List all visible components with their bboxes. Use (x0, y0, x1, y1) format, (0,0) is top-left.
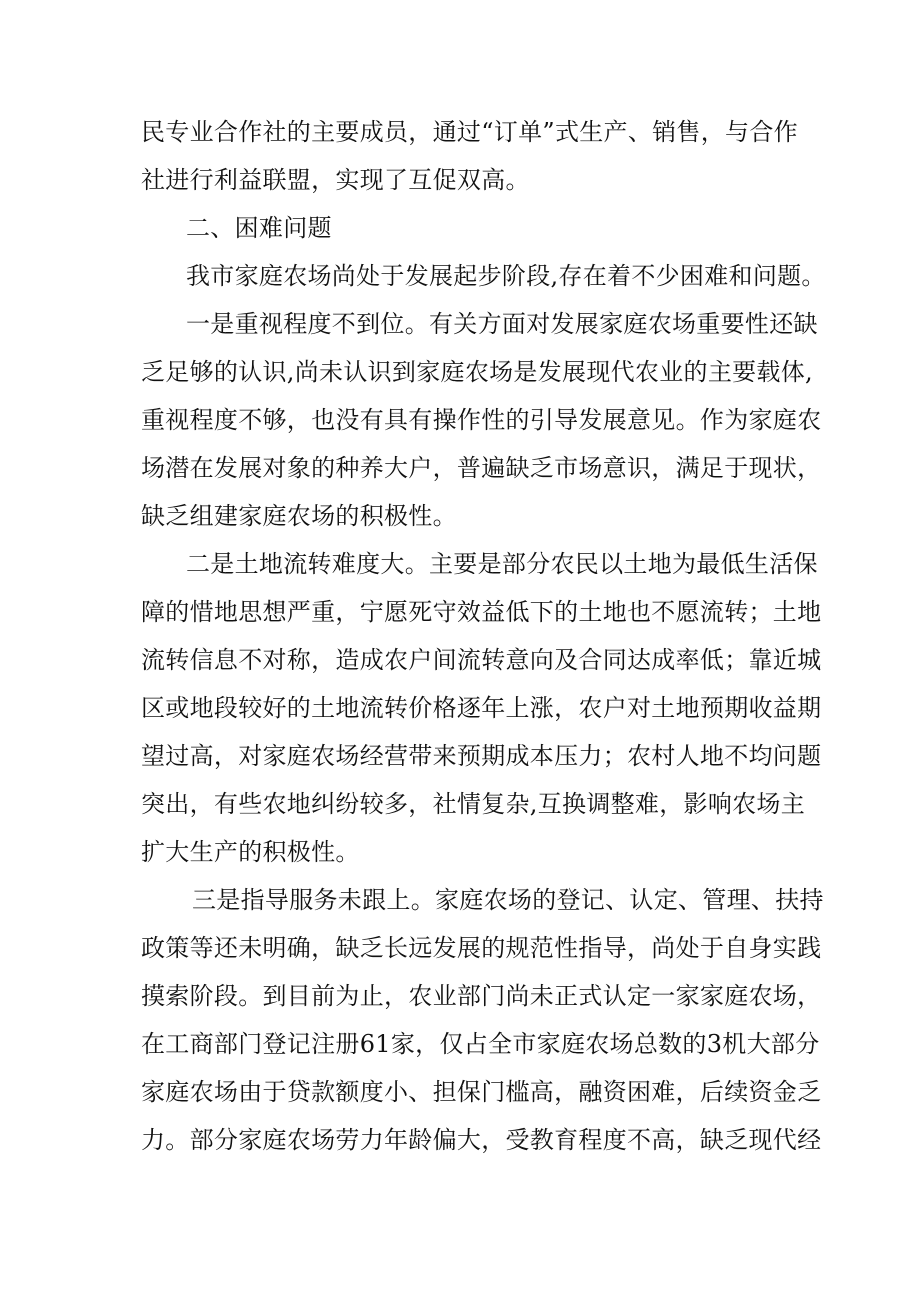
text-line: 缺乏组建家庭农场的积极性。 (141, 502, 457, 530)
text-line: 望过高，对家庭农场经营带来预期成本压力；农村人地不均问题 (141, 742, 822, 770)
text-line: 力。部分家庭农场劳力年龄偏大，受教育程度不高，缺乏现代经 (141, 1126, 822, 1154)
text-line: 流转信息不对称，造成农户间流转意向及合同达成率低；靠近城 (141, 646, 822, 674)
text-line: 社进行利益联盟，实现了互促双高。 (141, 166, 530, 194)
text-line: 政策等还未明确，缺乏长远发展的规范性指导，尚处于自身实践 (141, 934, 822, 962)
text-line: 民专业合作社的主要成员，通过“订单”式生产、销售，与合作 (141, 118, 798, 146)
text-line: 场潜在发展对象的种养大户，普遍缺乏市场意识，满足于现状， (141, 454, 822, 482)
paragraph-first-line: 二是土地流转难度大。主要是部分农民以土地为最低生活保 (186, 550, 818, 578)
text-line: 在工商部门登记注册61家，仅占全市家庭农场总数的3机大部分 (141, 1030, 820, 1058)
paragraph-first-line: 一是重视程度不到位。有关方面对发展家庭农场重要性还缺 (186, 310, 818, 338)
text-line: 乏足够的认识,尚未认识到家庭农场是发展现代农业的主要载体, (141, 358, 813, 386)
text-line: 扩大生产的积极性。 (141, 838, 360, 866)
text-line: 家庭农场由于贷款额度小、担保门槛高，融资困难，后续资金乏 (141, 1078, 822, 1106)
paragraph-first-line: 三是指导服务未跟上。家庭农场的登记、认定、管理、扶持 (192, 886, 824, 914)
text-line: 障的惜地思想严重，宁愿死守效益低下的土地也不愿流转；土地 (141, 598, 822, 626)
text-line: 突出，有些农地纠纷较多，社情复杂,互换调整难，影响农场主 (141, 790, 806, 818)
text-line: 重视程度不够，也没有具有操作性的引导发展意见。作为家庭农 (141, 406, 822, 434)
text-line: 区或地段较好的土地流转价格逐年上涨，农户对土地预期收益期 (141, 694, 822, 722)
text-line: 摸索阶段。到目前为止，农业部门尚未正式认定一家家庭农场， (141, 982, 822, 1010)
section-heading: 二、困难问题 (186, 214, 332, 242)
text-line: 我市家庭农场尚处于发展起步阶段,存在着不少困难和问题。 (186, 262, 826, 290)
